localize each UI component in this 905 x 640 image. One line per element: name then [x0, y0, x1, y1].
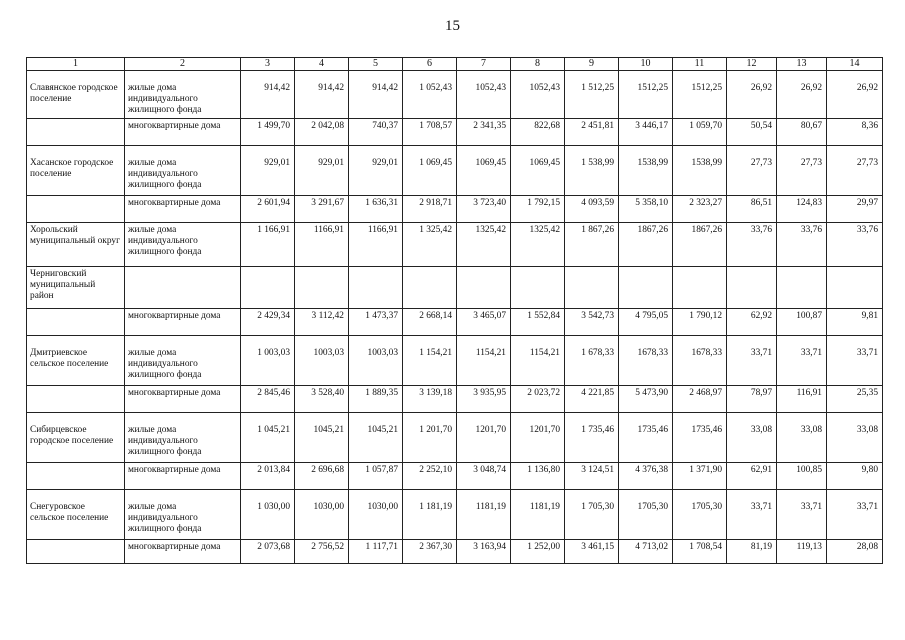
value-cell: 1 181,19 [403, 490, 457, 540]
value-cell: 78,97 [727, 386, 777, 413]
value-cell: 1705,30 [619, 490, 673, 540]
value-cell: 1201,70 [457, 413, 511, 463]
value-cell: 2 323,27 [673, 196, 727, 223]
table-row [27, 309, 883, 336]
value-cell: 4 376,38 [619, 463, 673, 490]
territory-cell [27, 196, 125, 223]
column-header: 8 [511, 58, 565, 71]
territory-cell [27, 119, 125, 146]
value-cell: 33,08 [777, 413, 827, 463]
value-cell: 2 918,71 [403, 196, 457, 223]
value-cell: 3 124,51 [565, 463, 619, 490]
value-cell: 1735,46 [673, 413, 727, 463]
value-cell: 822,68 [511, 119, 565, 146]
value-cell: 1 636,31 [349, 196, 403, 223]
value-cell: 1181,19 [457, 490, 511, 540]
value-cell: 26,92 [727, 71, 777, 119]
value-cell: 1512,25 [619, 71, 673, 119]
value-cell: 1 057,87 [349, 463, 403, 490]
value-cell: 914,42 [241, 71, 295, 119]
value-cell: 3 048,74 [457, 463, 511, 490]
value-cell: 3 163,94 [457, 540, 511, 564]
value-cell: 26,92 [827, 71, 883, 119]
value-cell [241, 267, 295, 309]
value-cell: 2 023,72 [511, 386, 565, 413]
housing-type-cell: жилые дома индивидуального жилищного фонда [125, 223, 241, 267]
table-row [27, 413, 883, 463]
value-cell: 1867,26 [673, 223, 727, 267]
value-cell: 1 499,70 [241, 119, 295, 146]
value-cell [727, 267, 777, 309]
value-cell: 1735,46 [619, 413, 673, 463]
value-cell: 26,92 [777, 71, 827, 119]
tariff-table [26, 57, 883, 564]
value-cell: 1 325,42 [403, 223, 457, 267]
table-row [27, 386, 883, 413]
value-cell: 1030,00 [295, 490, 349, 540]
table-row [27, 146, 883, 196]
value-cell: 3 935,95 [457, 386, 511, 413]
value-cell: 119,13 [777, 540, 827, 564]
housing-type-cell [125, 267, 241, 309]
column-header: 14 [827, 58, 883, 71]
value-cell [777, 267, 827, 309]
value-cell: 86,51 [727, 196, 777, 223]
value-cell: 1 512,25 [565, 71, 619, 119]
value-cell: 1 867,26 [565, 223, 619, 267]
page-number: 15 [445, 18, 460, 34]
value-cell: 3 723,40 [457, 196, 511, 223]
value-cell: 1538,99 [673, 146, 727, 196]
value-cell: 914,42 [349, 71, 403, 119]
housing-type-cell: жилые дома индивидуального жилищного фонда [125, 490, 241, 540]
value-cell: 33,76 [777, 223, 827, 267]
column-header: 13 [777, 58, 827, 71]
value-cell: 1 705,30 [565, 490, 619, 540]
value-cell: 1 552,84 [511, 309, 565, 336]
territory-cell: Славянское городское поселение [27, 71, 125, 119]
value-cell: 3 465,07 [457, 309, 511, 336]
value-cell: 1 889,35 [349, 386, 403, 413]
territory-cell: Черниговский муниципальный район [27, 267, 125, 309]
value-cell: 1154,21 [457, 336, 511, 386]
table-row [27, 119, 883, 146]
value-cell: 2 341,35 [457, 119, 511, 146]
column-header: 2 [125, 58, 241, 71]
value-cell: 1705,30 [673, 490, 727, 540]
value-cell: 1538,99 [619, 146, 673, 196]
value-cell: 914,42 [295, 71, 349, 119]
value-cell: 1 790,12 [673, 309, 727, 336]
territory-cell: Хасанское городское поселение [27, 146, 125, 196]
value-cell: 1166,91 [349, 223, 403, 267]
value-cell: 1 792,15 [511, 196, 565, 223]
value-cell: 1 473,37 [349, 309, 403, 336]
column-header: 1 [27, 58, 125, 71]
column-header: 10 [619, 58, 673, 71]
value-cell: 2 668,14 [403, 309, 457, 336]
value-cell: 2 468,97 [673, 386, 727, 413]
table-row [27, 490, 883, 540]
value-cell: 1 154,21 [403, 336, 457, 386]
value-cell: 1678,33 [673, 336, 727, 386]
housing-type-cell: многоквартирные дома [125, 386, 241, 413]
territory-cell: Сибирцевское городское поселение [27, 413, 125, 463]
value-cell [295, 267, 349, 309]
value-cell: 1867,26 [619, 223, 673, 267]
value-cell: 1512,25 [673, 71, 727, 119]
value-cell: 62,91 [727, 463, 777, 490]
value-cell: 8,36 [827, 119, 883, 146]
value-cell: 1003,03 [295, 336, 349, 386]
value-cell: 33,08 [827, 413, 883, 463]
value-cell: 62,92 [727, 309, 777, 336]
value-cell: 3 542,73 [565, 309, 619, 336]
territory-cell [27, 309, 125, 336]
column-header: 12 [727, 58, 777, 71]
value-cell: 1 136,80 [511, 463, 565, 490]
table-row [27, 540, 883, 564]
value-cell: 2 451,81 [565, 119, 619, 146]
value-cell: 2 252,10 [403, 463, 457, 490]
value-cell: 9,80 [827, 463, 883, 490]
value-cell: 33,71 [827, 336, 883, 386]
value-cell: 1 069,45 [403, 146, 457, 196]
table-row [27, 463, 883, 490]
value-cell: 1 030,00 [241, 490, 295, 540]
value-cell: 1 678,33 [565, 336, 619, 386]
value-cell: 100,85 [777, 463, 827, 490]
value-cell: 1 166,91 [241, 223, 295, 267]
table-row [27, 223, 883, 267]
column-header: 5 [349, 58, 403, 71]
column-header: 7 [457, 58, 511, 71]
territory-cell [27, 463, 125, 490]
value-cell: 3 112,42 [295, 309, 349, 336]
value-cell: 1045,21 [295, 413, 349, 463]
value-cell: 2 429,34 [241, 309, 295, 336]
value-cell: 1 052,43 [403, 71, 457, 119]
value-cell: 4 093,59 [565, 196, 619, 223]
housing-type-cell: жилые дома индивидуального жилищного фонда [125, 146, 241, 196]
housing-type-cell: жилые дома индивидуального жилищного фонда [125, 71, 241, 119]
value-cell: 1 735,46 [565, 413, 619, 463]
value-cell: 1325,42 [511, 223, 565, 267]
table-row [27, 267, 883, 309]
value-cell: 9,81 [827, 309, 883, 336]
value-cell: 929,01 [295, 146, 349, 196]
territory-cell: Хорольский муниципальный округ [27, 223, 125, 267]
territory-cell: Снегуровское сельское поселение [27, 490, 125, 540]
value-cell: 4 713,02 [619, 540, 673, 564]
value-cell: 116,91 [777, 386, 827, 413]
value-cell: 100,87 [777, 309, 827, 336]
value-cell [827, 267, 883, 309]
value-cell: 1069,45 [457, 146, 511, 196]
value-cell: 33,76 [727, 223, 777, 267]
value-cell: 27,73 [777, 146, 827, 196]
value-cell: 740,37 [349, 119, 403, 146]
value-cell: 2 696,68 [295, 463, 349, 490]
value-cell [565, 267, 619, 309]
value-cell: 1045,21 [349, 413, 403, 463]
value-cell: 4 795,05 [619, 309, 673, 336]
value-cell: 1052,43 [457, 71, 511, 119]
value-cell: 28,08 [827, 540, 883, 564]
table-row [27, 336, 883, 386]
value-cell: 1 045,21 [241, 413, 295, 463]
value-cell: 1166,91 [295, 223, 349, 267]
value-cell: 33,08 [727, 413, 777, 463]
housing-type-cell: жилые дома индивидуального жилищного фонда [125, 413, 241, 463]
value-cell: 3 528,40 [295, 386, 349, 413]
column-header: 6 [403, 58, 457, 71]
value-cell: 124,83 [777, 196, 827, 223]
value-cell: 1 252,00 [511, 540, 565, 564]
column-header: 9 [565, 58, 619, 71]
territory-cell [27, 386, 125, 413]
value-cell: 33,71 [727, 336, 777, 386]
value-cell: 2 073,68 [241, 540, 295, 564]
value-cell [619, 267, 673, 309]
housing-type-cell: многоквартирные дома [125, 540, 241, 564]
value-cell: 5 358,10 [619, 196, 673, 223]
value-cell: 1 059,70 [673, 119, 727, 146]
value-cell: 1678,33 [619, 336, 673, 386]
value-cell: 1325,42 [457, 223, 511, 267]
value-cell: 27,73 [727, 146, 777, 196]
territory-cell [27, 540, 125, 564]
value-cell [511, 267, 565, 309]
value-cell: 1069,45 [511, 146, 565, 196]
value-cell: 33,71 [727, 490, 777, 540]
value-cell [457, 267, 511, 309]
value-cell: 1052,43 [511, 71, 565, 119]
value-cell: 29,97 [827, 196, 883, 223]
value-cell: 1 708,54 [673, 540, 727, 564]
table-row [27, 71, 883, 119]
value-cell: 5 473,90 [619, 386, 673, 413]
value-cell: 81,19 [727, 540, 777, 564]
value-cell: 33,76 [827, 223, 883, 267]
value-cell: 3 291,67 [295, 196, 349, 223]
value-cell: 1201,70 [511, 413, 565, 463]
value-cell: 1 708,57 [403, 119, 457, 146]
column-header: 11 [673, 58, 727, 71]
housing-type-cell: жилые дома индивидуального жилищного фонда [125, 336, 241, 386]
value-cell: 33,71 [777, 490, 827, 540]
value-cell: 1 201,70 [403, 413, 457, 463]
value-cell: 80,67 [777, 119, 827, 146]
value-cell: 27,73 [827, 146, 883, 196]
value-cell: 2 367,30 [403, 540, 457, 564]
value-cell: 2 601,94 [241, 196, 295, 223]
housing-type-cell: многоквартирные дома [125, 119, 241, 146]
value-cell: 929,01 [241, 146, 295, 196]
value-cell: 3 139,18 [403, 386, 457, 413]
value-cell: 1154,21 [511, 336, 565, 386]
value-cell: 1 538,99 [565, 146, 619, 196]
value-cell: 1 003,03 [241, 336, 295, 386]
value-cell: 929,01 [349, 146, 403, 196]
housing-type-cell: многоквартирные дома [125, 309, 241, 336]
value-cell: 4 221,85 [565, 386, 619, 413]
value-cell: 33,71 [827, 490, 883, 540]
value-cell: 1003,03 [349, 336, 403, 386]
value-cell: 3 446,17 [619, 119, 673, 146]
header-row [27, 58, 883, 71]
value-cell [403, 267, 457, 309]
value-cell: 1181,19 [511, 490, 565, 540]
column-header: 3 [241, 58, 295, 71]
value-cell: 2 756,52 [295, 540, 349, 564]
housing-type-cell: многоквартирные дома [125, 463, 241, 490]
value-cell [673, 267, 727, 309]
housing-type-cell: многоквартирные дома [125, 196, 241, 223]
value-cell: 50,54 [727, 119, 777, 146]
value-cell: 1 371,90 [673, 463, 727, 490]
value-cell: 3 461,15 [565, 540, 619, 564]
value-cell [349, 267, 403, 309]
value-cell: 1 117,71 [349, 540, 403, 564]
value-cell: 2 013,84 [241, 463, 295, 490]
value-cell: 2 845,46 [241, 386, 295, 413]
territory-cell: Дмитриевское сельское поселение [27, 336, 125, 386]
value-cell: 25,35 [827, 386, 883, 413]
value-cell: 2 042,08 [295, 119, 349, 146]
table-row [27, 196, 883, 223]
column-header: 4 [295, 58, 349, 71]
value-cell: 1030,00 [349, 490, 403, 540]
value-cell: 33,71 [777, 336, 827, 386]
